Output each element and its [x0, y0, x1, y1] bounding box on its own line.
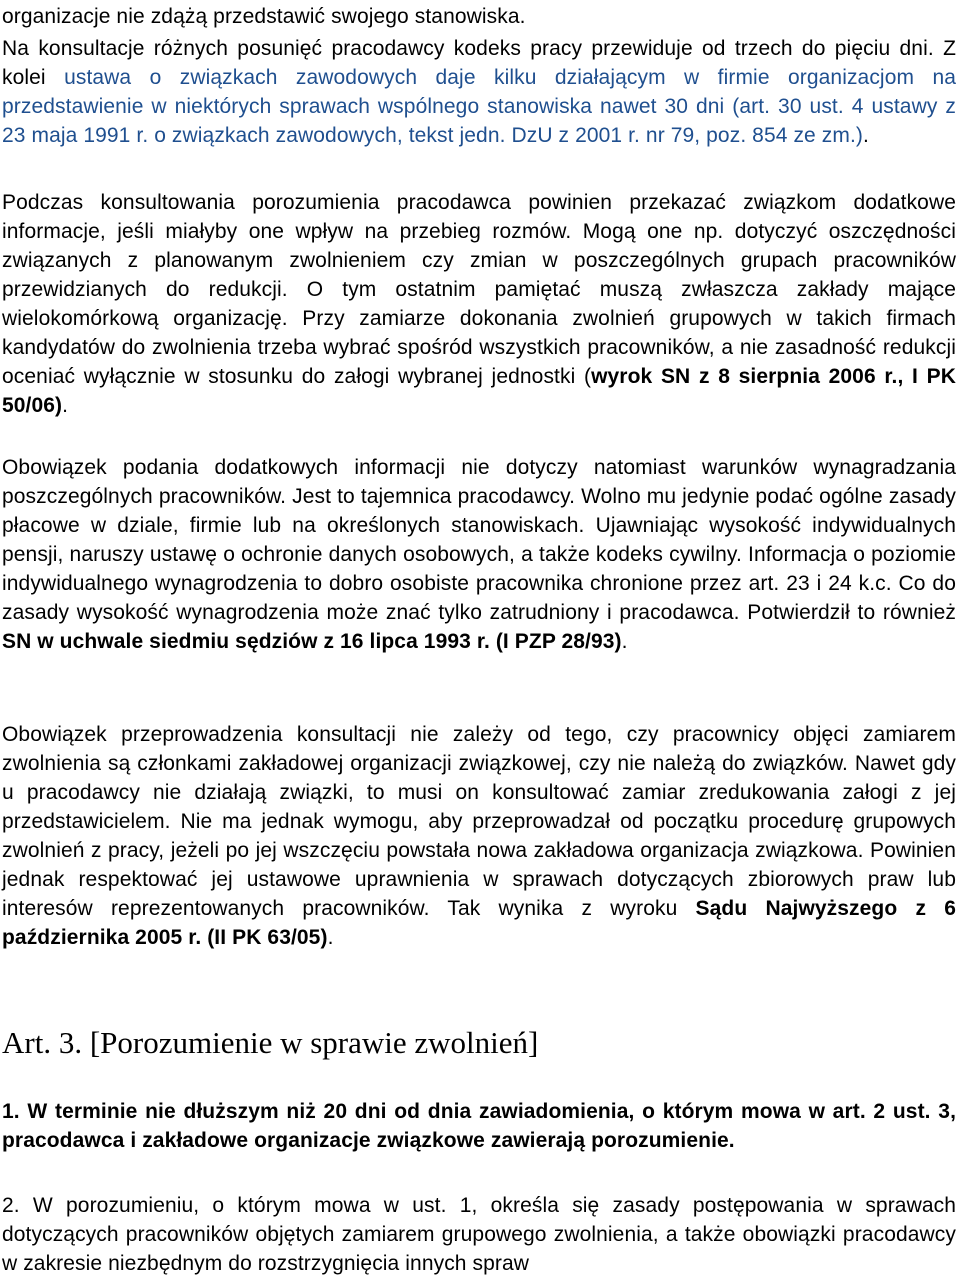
article-item-1	[2, 1097, 956, 1155]
court-resolution-citation: SN w uchwale siedmiu sędziów z 16 lipca 1993 r. (I PZP 28/93)	[2, 630, 622, 653]
paragraph-text: Na konsultacje różnych posunięć pracodawcy kodeks pracy przewiduje od trzech do pięciu dni. Z kolei	[2, 37, 956, 89]
paragraph-consultation-periods	[2, 34, 956, 150]
court-ruling-citation: wyrok SN z 8 sierpnia 2006 r., I PK 50/06)	[2, 365, 956, 417]
paragraph-salary-confidentiality	[2, 453, 956, 656]
article-item-text: 2. W porozumieniu, o którym mowa w ust. 1, określa się zasady postępowania w sprawach dotyczących pracowników objętych zamiarem grupowego zwolnienia, a także obowiązki pracodawcy w zakresie niezbędnym do rozstrzygnięcia innych spraw	[2, 1194, 956, 1275]
paragraph-text: .	[327, 926, 334, 949]
law-reference-link[interactable]: ustawa o związkach zawodowych daje kilku działającym w firmie organizacjom na przedstawienie w niektórych sprawach wspólnego stanowiska nawet 30 dni (art. 30 ust. 4 ustawy z 23 maja 1991 r. o związkach zawodowych, tekst jedn. DzU z 2001 r. nr 79, poz. 854 ze zm.)	[2, 66, 957, 147]
article-item-text: 1. W terminie nie dłuższym niż 20 dni od dnia zawiadomienia, o którym mowa w art. 2 ust. 3, pracodawca i zakładowe organizacje związkowe zawierają porozumienie.	[2, 1100, 956, 1152]
article-heading: Art. 3. [Porozumienie w sprawie zwolnień]	[2, 1025, 539, 1060]
paragraph-text: .	[62, 394, 69, 417]
paragraph-text: organizacje nie zdążą przedstawić swojego stanowiska.	[2, 5, 526, 28]
paragraph-text: .	[863, 124, 869, 147]
supreme-court-citation: Sądu Najwyższego z 6 października 2005 r. (II PK 63/05)	[2, 897, 956, 949]
paragraph-additional-information	[2, 188, 956, 420]
article-item-2	[2, 1191, 956, 1278]
paragraph-text: Obowiązek przeprowadzenia konsultacji nie zależy od tego, czy pracownicy objęci zamiarem zwolnienia są członkami zakładowej organizacji związkowej, czy nie należą do związków. Nawet gdy u pracodawcy nie działają związki, to musi on konsultować zamiar zredukowania załogi z jej przedstawicielem. Nie ma jednak wymogu, aby przeprowadzał od początku procedurę grupowych zwolnień z pracy, jeżeli po jej wszczęciu powstała nowa zakładowa organizacja związkowa. Powinien jednak respektować jej ustawowe uprawnienia w sprawach dotyczących zbiorowych praw lub interesów reprezentowanych pracowników. Tak wynika z wyroku	[2, 723, 956, 920]
paragraph-text: Obowiązek podania dodatkowych informacji nie dotyczy natomiast warunków wynagradzania poszczególnych pracowników. Jest to tajemnica pracodawcy. Wolno mu jedynie podać ogólne zasady płacowe w dziale, firmie lub na określonych stanowiskach. Ujawniając wysokość indywidualnych pensji, naruszy ustawę o ochronie danych osobowych, a także kodeks cywilny. Informacja o poziomie indywidualnego wynagrodzenia to dobro osobiste pracownika chronione przez art. 23 i 24 k.c. Co do zasady wysokość wynagrodzenia może znać tylko zatrudniony i pracodawca. Potwierdził to również	[2, 456, 956, 624]
paragraph-continuation	[2, 2, 956, 31]
paragraph-text: .	[621, 630, 628, 653]
paragraph-text: Podczas konsultowania porozumienia pracodawca powinien przekazać związkom dodatkowe informacje, jeśli miałyby one wpływ na przebieg rozmów. Mogą one np. dotyczyć oszczędności związanych z planowanym zwolnieniem czy zmian w poszczególnych grupach pracowników przewidzianych do redukcji. O tym ostatnim pamiętać muszą zwłaszcza zakłady mające wielokomórkową organizację. Przy zamiarze dokonania zwolnień grupowych w takich firmach kandydatów do zwolnienia trzeba wybrać spośród wszystkich pracowników, a nie zasadność redukcji oceniać wyłącznie w stosunku do załogi wybranej jednostki (	[2, 191, 956, 388]
paragraph-consultation-obligation	[2, 720, 956, 952]
